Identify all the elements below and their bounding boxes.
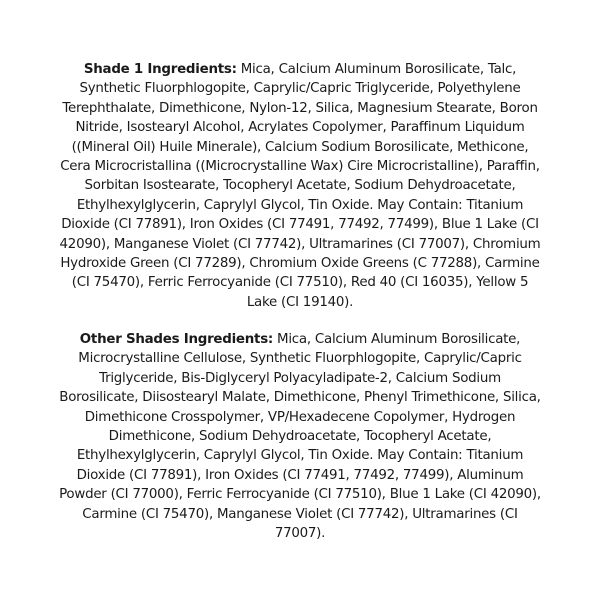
- shade-1-ingredients-paragraph: [58, 60, 542, 312]
- shade-1-ingredients-label: Shade 1 Ingredients:: [83, 62, 237, 77]
- other-shades-ingredients-paragraph: [58, 330, 542, 543]
- other-shades-ingredients-label: Other Shades Ingredients:: [79, 332, 274, 347]
- shade-1-ingredients-text: Mica, Calcium Aluminum Borosilicate, Talc, Synthetic Fluorphlogopite, Caprylic/Capric Triglyceride, Polyethylene Terephthalate, Dimethicone, Nylon-12, Silica, Magnesium Stearate, Boron Nitride, Isostearyl Alcohol, Acrylates Copolymer, Paraffinum Liquidum ((Mineral Oil) Huile Minerale), Calcium Sodium Borosilicate, Methicone, Cera Microcristallina ((Microcrystalline Wax) Cire Microcristalline), Paraffin, Sorbitan Isostearate, Tocopheryl Acetate, Sodium Dehydroacetate, Ethylhexylglycerin, Caprylyl Glycol, Tin Oxide. May Contain: Titanium Dioxide (CI 77891), Iron Oxides (CI 77491, 77492, 77499), Blue 1 Lake (CI 42090), Manganese Violet (CI 77742), Ultramarines (CI 77007), Chromium Hydroxide Green (CI 77289), Chromium Oxide Greens (C 77288), Carmine (CI 75470), Ferric Ferrocyanide (CI 77510), Red 40 (CI 16035), Yellow 5 Lake (CI 19140).: [59, 62, 541, 310]
- other-shades-ingredients-text: Mica, Calcium Aluminum Borosilicate, Microcrystalline Cellulose, Synthetic Fluorphlogopite, Caprylic/Capric Triglyceride, Bis-Diglyceryl Polyacyladipate-2, Calcium Sodium Borosilicate, Diisostearyl Malate, Dimethicone, Phenyl Trimethicone, Silica, Dimethicone Crosspolymer, VP/Hexadecene Copolymer, Hydrogen Dimethicone, Sodium Dehydroacetate, Tocopheryl Acetate, Ethylhexylglycerin, Caprylyl Glycol, Tin Oxide. May Contain: Titanium Dioxide (CI 77891), Iron Oxides (CI 77491, 77492, 77499), Aluminum Powder (CI 77000), Ferric Ferrocyanide (CI 77510), Blue 1 Lake (CI 42090), Carmine (CI 75470), Manganese Violet (CI 77742), Ultramarines (CI 77007).: [59, 332, 541, 542]
